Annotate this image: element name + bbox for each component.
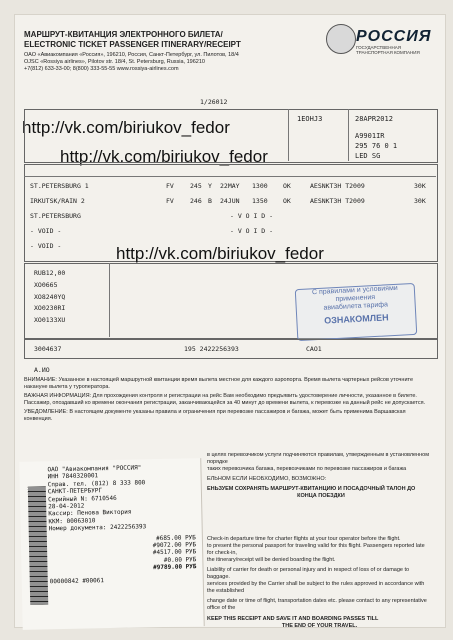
agreement-stamp: С правилами и условиями применения авиабилета тарифа ОЗНАКОМЛЕН bbox=[295, 283, 418, 341]
airline-logo: РОССИЯ ГОСУДАРСТВЕННАЯ ТРАНСПОРТНАЯ КОМПАНИЯ bbox=[326, 22, 438, 62]
office-code-value: LED SG bbox=[355, 152, 381, 160]
pnr-value: 1EOHJ3 bbox=[297, 115, 323, 123]
table-row: ST.PETERSBURG - V O I D - bbox=[30, 212, 274, 220]
e-ticket-document bbox=[14, 14, 446, 628]
right-notice: в целях перевозчиком услуги подчиняются правилам, утвержденным в установленном порядке таких перевозчика багажа, перевозчиками по перевозке пассажиров и багажа ЕЛЬНОМ ЕСЛИ НЕОБХОДИМО, ВОЗМОЖНО: ЕНЬЗУЕМ СОХРАНЯТЬ МАРШРУТ-КВИТАНЦИЮ И ПОСАДОЧНЫЙ ТАЛОН ДО КОНЦА ПОЕЗДКИ bbox=[207, 452, 430, 499]
airline-address: ОАО «Авиакомпания «Россия», 196210, Россия, Санкт-Петербург, ул. Пилотов, 18/4 OJSC «Rossiya airlines», Pilotov str. 18/4, St. Petersburg, Russia, 196210 +7(812) 633-33-00; 8(800) 333-55-55 www.rossiya-airlines.com bbox=[24, 52, 239, 72]
agency-code-value: 295 76 0 1 bbox=[355, 142, 398, 150]
table-row: - VOID - - V O I D - bbox=[30, 227, 274, 235]
payment-form: A.ИО bbox=[34, 366, 50, 374]
notice-important: ВАЖНАЯ ИНФОРМАЦИЯ: Для прохождения контроля и регистрации на рейс Вам необходимо предъявить удостоверение личности, указанное в билете. Пассажир, опоздавший ко времени окончания регистрации, заканчивающейся за 40 минут до времени вылета, к перевозке на данный рейс не допускается. bbox=[24, 393, 426, 406]
date-code: 1/26012 bbox=[200, 98, 228, 106]
table-row: ST.PETERSBURG 1 FV 245 Y 22MAY 1300 OK AESNKT3H T2009 30K bbox=[30, 182, 426, 190]
english-notice: Check-in departure time for charter flights at your tour operator before the flight. to present the personal passport for traveling valid for this flight. Passengers reported late for check-in, the itinerary/receipt will be denied boarding the flight. Liability of carrier for death or personal injury and in respect of loss of or damage to baggage. services provided by the Carrier shall be subject to the rules approved in accordance with the established change date or time of flight, transportation dates etc. please contact to any representative office of the KEEP THIS RECEIPT AND SAVE IT AND BOARDING PASSES TILL THE END OF YOUR TRAVEL. bbox=[207, 536, 427, 629]
fare-values-2: XO0230RI XO0133XU bbox=[34, 304, 66, 324]
receipt-text: ОАО "Авиакомпания "РОССИЯ" ИНН 7840320001 Справ. тел. (812) 8 333 800 САНКТ-ПЕТЕРБУРГ Серийный N: 6710546 28-04-2012 Кассир: Пенова Виктория ККМ: 00063010 Номер документа: 2422256393 #685.00 РУБ #9072.00 РУБ #4517.00 РУБ #0.00 РУБ #9789.00 РУБ 00000842 #00061 bbox=[47, 464, 197, 585]
table-row: IRKUTSK/RAIN 2 FV 246 B 24JUN 1350 OK AESNKT3H T2009 30K bbox=[30, 197, 426, 205]
watermark-text: http://vk.com/biriukov_fedor bbox=[22, 118, 230, 137]
fare-values: RUB12,00 XO0665 XO8240YQ bbox=[34, 269, 66, 301]
watermark-text: http://vk.com/biriukov_fedor bbox=[60, 147, 268, 166]
office-code: CAO1 bbox=[306, 345, 322, 353]
watermark-text: http://vk.com/biriukov_fedor bbox=[116, 244, 324, 263]
notice-block bbox=[24, 377, 434, 423]
document-title: МАРШРУТ-КВИТАНЦИЯ ЭЛЕКТРОННОГО БИЛЕТА/ ELECTRONIC TICKET PASSENGER ITINERARY/RECEIPT bbox=[24, 30, 241, 49]
eagle-icon bbox=[326, 24, 356, 54]
agent-code-value: A9901IR bbox=[355, 132, 385, 140]
issue-date-value: 28APR2012 bbox=[355, 115, 393, 123]
total-value: 3004637 bbox=[34, 345, 62, 353]
table-row: - VOID - bbox=[30, 242, 62, 250]
notice-warning: ВНИМАНИЕ: Указанное в настоящей маршрутной квитанции время вылета местное для каждого аэропорта. Время вылета чартерных рейсов уточните накануне вылета у туроператора. bbox=[24, 377, 414, 390]
barcode-icon bbox=[28, 486, 48, 604]
cash-receipt bbox=[19, 458, 204, 630]
ticket-number: 195 2422256393 bbox=[184, 345, 239, 353]
notice-notification: УВЕДОМЛЕНИЕ: В настоящем документе указаны правила и ограничения при перевозке пассажиров и багажа, может быть применима Варшавская конвенция. bbox=[24, 409, 406, 422]
